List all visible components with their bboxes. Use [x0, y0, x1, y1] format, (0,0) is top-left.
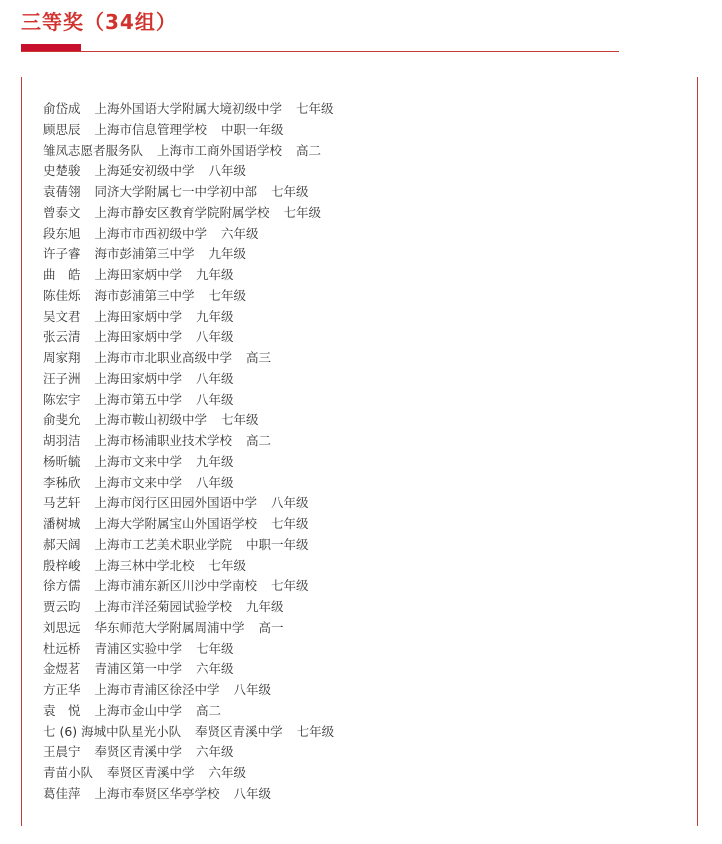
entry-name: 徐方儒 [43, 578, 81, 594]
list-item [43, 597, 683, 618]
entry-grade: 七年级 [283, 204, 322, 220]
entry-grade: 高三 [246, 350, 272, 365]
list-item [43, 286, 683, 307]
entry-school: 上海市文来中学 [94, 453, 183, 469]
title-underline [21, 51, 619, 52]
entry-grade: 七年级 [296, 723, 335, 739]
entry-name: 袁 悦 [43, 702, 81, 718]
entry-grade: 中职一年级 [221, 121, 284, 137]
entry-grade: 九年级 [196, 453, 234, 469]
entry-school: 同济大学附属七一中学初中部 [94, 184, 258, 199]
entry-name: 陈佳烁 [43, 287, 81, 303]
entry-school: 上海市市北职业高级中学 [94, 350, 233, 365]
entry-name: 方正华 [43, 682, 81, 697]
entry-grade: 六年级 [196, 661, 234, 677]
entry-grade: 高二 [196, 702, 222, 718]
entry-name: 陈宏宇 [43, 391, 81, 407]
entry-name: 潘树城 [43, 516, 81, 531]
entry-grade: 七年级 [271, 184, 309, 199]
entry-school: 上海大学附属宝山外国语学校 [94, 516, 258, 531]
entry-name: 袁蒨翎 [43, 184, 81, 199]
entry-grade: 八年级 [196, 474, 234, 490]
entry-school: 上海市杨浦职业技术学校 [94, 433, 233, 448]
entry-school: 上海市浦东新区川沙中学南校 [94, 578, 258, 594]
entry-school: 上海市第五中学 [94, 391, 183, 407]
list-item [43, 576, 683, 597]
entry-grade: 八年级 [271, 495, 309, 511]
list-item [43, 99, 683, 120]
list-item [43, 639, 683, 660]
entry-school: 上海田家炳中学 [94, 329, 183, 345]
list-item [43, 327, 683, 348]
entry-school: 海市彭浦第三中学 [94, 246, 195, 262]
section-title: 三等奖（34组） [21, 10, 177, 34]
list-item [43, 348, 683, 369]
entry-grade: 七年级 [208, 557, 247, 573]
entry-grade: 八年级 [196, 370, 234, 386]
entry-name: 胡羽洁 [43, 433, 81, 448]
entry-school: 海市彭浦第三中学 [94, 287, 195, 303]
entry-grade: 七年级 [208, 287, 247, 303]
entry-name: 殷梓峻 [43, 557, 81, 573]
frame-right-border [697, 77, 698, 826]
entry-grade: 中职一年级 [246, 536, 309, 552]
list-item [43, 120, 683, 141]
entry-school: 上海田家炳中学 [94, 370, 183, 386]
entry-grade: 六年级 [196, 744, 234, 760]
list-item [43, 535, 683, 556]
entry-name: 许子睿 [43, 246, 81, 262]
entry-school: 上海市金山中学 [94, 702, 183, 718]
entry-grade: 高一 [258, 619, 284, 635]
list-item [43, 722, 683, 743]
list-item [43, 182, 683, 203]
list-item [43, 493, 683, 514]
list-item [43, 556, 683, 577]
list-item [43, 141, 683, 162]
frame-left-border [21, 77, 22, 826]
entry-grade: 七年级 [296, 101, 334, 116]
entry-school: 奉贤区青溪中学 [107, 765, 195, 780]
list-item [43, 224, 683, 245]
entry-school: 上海市工艺美术职业学院 [94, 536, 233, 552]
entry-name: 俞斐允 [43, 412, 81, 428]
entry-name: 杨昕毓 [43, 453, 81, 469]
list-item [43, 369, 683, 390]
list-item [43, 784, 683, 805]
entry-grade: 八年级 [208, 163, 247, 179]
entry-name: 曲 皓 [43, 267, 81, 282]
entry-name: 马艺轩 [43, 495, 81, 511]
list-item [43, 452, 683, 473]
entry-name: 金煜茗 [43, 661, 81, 677]
entry-school: 华东师范大学附属周浦中学 [94, 619, 245, 635]
entry-grade: 九年级 [196, 267, 234, 282]
list-item [43, 390, 683, 411]
list-item [43, 659, 683, 680]
entry-name: 葛佳萍 [43, 785, 81, 801]
list-item [43, 161, 683, 182]
entry-school: 上海延安初级中学 [94, 163, 195, 179]
entry-school: 上海外国语大学附属大境初级中学 [94, 101, 283, 116]
entry-name: 周家翔 [43, 350, 81, 365]
entry-name: 贾云昀 [43, 599, 81, 614]
list-item [43, 244, 683, 265]
entry-name: 王晨宁 [43, 744, 81, 760]
entry-school: 上海市奉贤区华亭学校 [94, 785, 220, 801]
entry-school: 青浦区实验中学 [94, 640, 183, 656]
entry-grade: 七年级 [271, 516, 309, 531]
entry-name: 刘思远 [43, 619, 81, 635]
list-item [43, 431, 683, 452]
entry-grade: 六年级 [208, 765, 247, 780]
entry-grade: 八年级 [196, 329, 234, 345]
entry-name: 李秭欣 [43, 474, 81, 490]
entry-school: 上海市市西初级中学 [94, 225, 208, 241]
entry-grade: 八年级 [233, 785, 272, 801]
entry-grade: 九年级 [208, 246, 247, 262]
entry-school: 青浦区第一中学 [94, 661, 183, 677]
entry-school: 奉贤区青溪中学 [94, 744, 183, 760]
entry-name: 俞岱成 [43, 101, 81, 116]
entry-name: 顾思辰 [43, 121, 81, 137]
entry-grade: 八年级 [196, 391, 234, 407]
list-item [43, 763, 683, 784]
entry-grade: 七年级 [196, 640, 234, 656]
list-item [43, 203, 683, 224]
entry-school: 上海市青浦区徐泾中学 [94, 682, 220, 697]
list-item [43, 410, 683, 431]
list-item [43, 618, 683, 639]
entry-school: 奉贤区青溪中学 [195, 723, 283, 739]
entry-school: 上海市洋泾菊园试验学校 [94, 599, 233, 614]
entry-grade: 七年级 [221, 412, 259, 428]
entry-name: 雏凤志愿者服务队 [43, 142, 144, 158]
entry-school: 上海市文来中学 [94, 474, 183, 490]
entry-name: 郝天阔 [43, 536, 81, 552]
entry-name: 段东旭 [43, 225, 81, 241]
entry-name: 张云清 [43, 329, 81, 345]
entry-school: 上海三林中学北校 [94, 557, 195, 573]
list-item [43, 701, 683, 722]
entry-grade: 九年级 [246, 599, 284, 614]
entry-school: 上海田家炳中学 [94, 267, 183, 282]
entry-name: 杜远桥 [43, 640, 81, 656]
entry-name: 吴文君 [43, 308, 81, 324]
entry-grade: 高二 [296, 142, 322, 158]
entry-school: 上海市鞍山初级中学 [94, 412, 208, 428]
entry-grade: 七年级 [271, 578, 309, 594]
entry-grade: 高二 [246, 433, 272, 448]
entry-grade: 六年级 [221, 225, 259, 241]
entry-name: 青苗小队 [43, 765, 94, 780]
entry-school: 上海市工商外国语学校 [157, 142, 283, 158]
entry-name: 汪子洲 [43, 370, 81, 386]
entry-name: 曾泰文 [43, 204, 81, 220]
winner-list [43, 99, 683, 805]
entry-name: 史楚骏 [43, 163, 81, 179]
list-item [43, 680, 683, 701]
entry-school: 上海市闵行区田园外国语中学 [94, 495, 258, 511]
entry-school: 上海田家炳中学 [94, 308, 183, 324]
entry-name: 七 (6) 海城中队星光小队 [43, 723, 182, 739]
list-item [43, 742, 683, 763]
list-item [43, 473, 683, 494]
list-item [43, 307, 683, 328]
title-accent-bar [21, 44, 81, 51]
list-item [43, 514, 683, 535]
entry-grade: 八年级 [233, 682, 272, 697]
list-item [43, 265, 683, 286]
entry-school: 上海市信息管理学校 [94, 121, 208, 137]
entry-grade: 九年级 [196, 308, 234, 324]
entry-school: 上海市静安区教育学院附属学校 [94, 204, 270, 220]
